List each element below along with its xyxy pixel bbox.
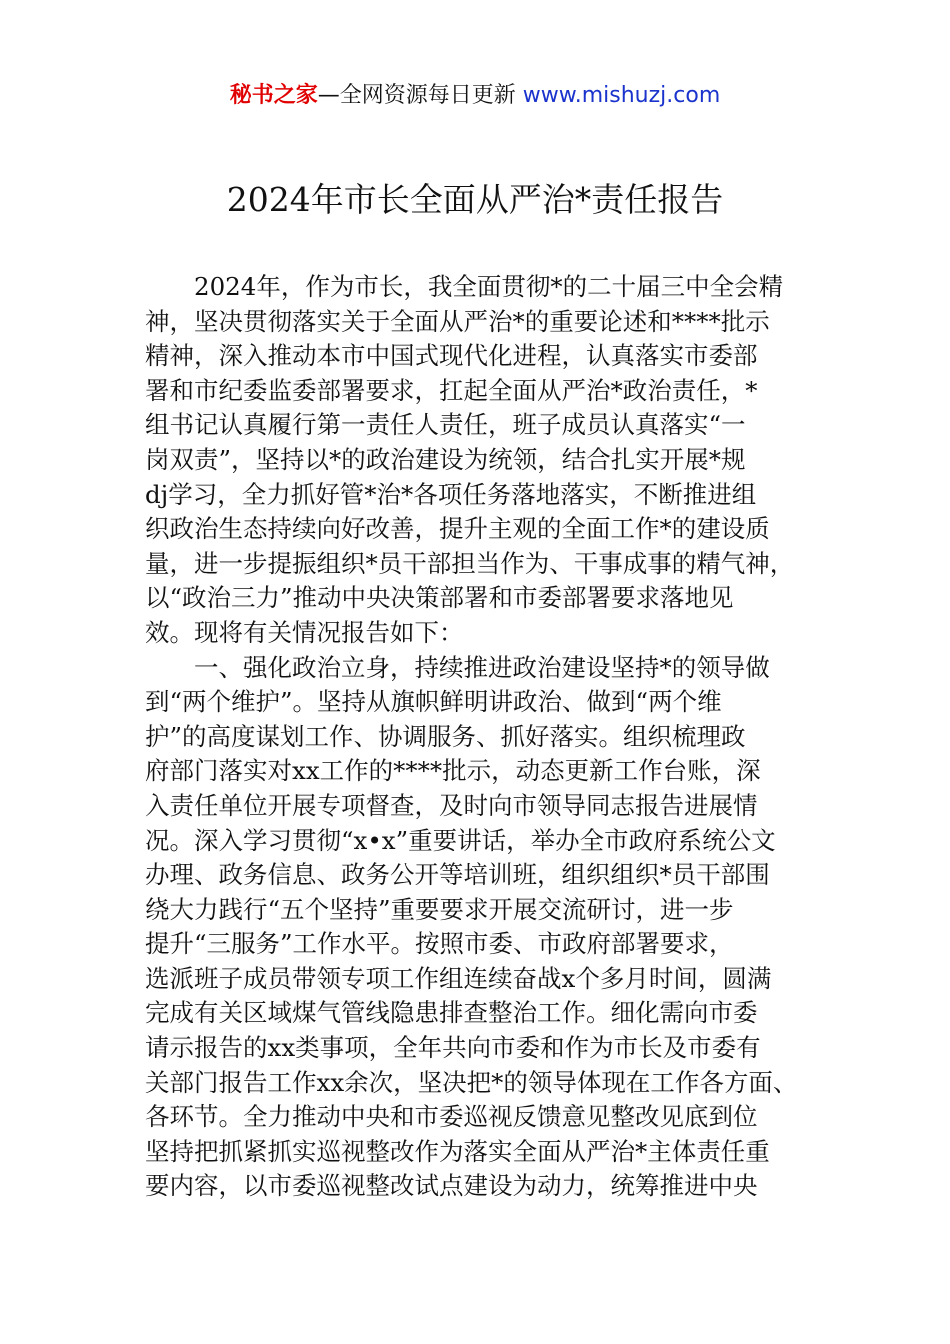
paragraph-intro bbox=[145, 270, 835, 651]
text-line: 岗双责”，坚持以*的政治建设为统领，结合扎实开展*规 bbox=[145, 444, 746, 474]
text-line: 神，坚决贯彻落实关于全面从严治*的重要论述和****批示 bbox=[145, 306, 770, 336]
text-line: 一、强化政治立身，持续推进政治建设坚持*的领导做 bbox=[194, 652, 770, 682]
site-url-link[interactable]: www.mishuzj.com bbox=[522, 83, 721, 108]
text-line: 提升“三服务”工作水平。按照市委、市政府部署要求， bbox=[145, 929, 734, 959]
text-line: 完成有关区域煤气管线隐患排查整治工作。细化需向市委 bbox=[145, 998, 758, 1028]
text-line: 选派班子成员带领专项工作组连续奋战x个多月时间，圆满 bbox=[145, 963, 772, 993]
site-tagline: —全网资源每日更新 bbox=[317, 83, 516, 108]
document-title: 2024年市长全面从严治*责任报告 bbox=[226, 180, 724, 219]
text-line: 以“政治三力”推动中央决策部署和市委部署要求落地见 bbox=[145, 583, 734, 613]
text-line: 入责任单位开展专项督查，及时向市领导同志报告进展情 bbox=[145, 790, 758, 820]
text-line: 织政治生态持续向好改善，提升主观的全面工作*的建设质 bbox=[145, 514, 770, 544]
document-body bbox=[145, 270, 835, 1204]
site-brand: 秘书之家 bbox=[229, 83, 318, 108]
text-line: 关部门报告工作xx余次，坚决把*的领导体现在工作各方面、 bbox=[145, 1067, 798, 1097]
text-line: 绕大力践行“五个坚持”重要要求开展交流研讨，进一步 bbox=[145, 894, 734, 924]
text-line: 坚持把抓紧抓实巡视整改作为落实全面从严治*主体责任重 bbox=[145, 1136, 770, 1166]
text-line: 请示报告的xx类事项，全年共向市委和作为市长及市委有 bbox=[145, 1033, 761, 1063]
text-line: 效。现将有关情况报告如下： bbox=[145, 617, 464, 647]
text-line: 精神，深入推动本市中国式现代化进程，认真落实市委部 bbox=[145, 341, 758, 371]
text-line: 要内容，以市委巡视整改试点建设为动力，统筹推进中央 bbox=[145, 1171, 758, 1201]
text-line: 到“两个维护”。坚持从旗帜鲜明讲政治、做到“两个维 bbox=[145, 687, 722, 717]
text-line: dj学习，全力抓好管*治*各项任务落地落实，不断推进组 bbox=[145, 479, 757, 509]
text-line: 量，进一步提振组织*员干部担当作为、干事成事的精气神， bbox=[145, 548, 795, 578]
text-line: 办理、政务信息、政务公开等培训班，组织组织*员干部围 bbox=[145, 860, 770, 890]
text-line: 护”的高度谋划工作、协调服务、抓好落实。组织梳理政 bbox=[145, 721, 746, 751]
text-line: 各环节。全力推动中央和市委巡视反馈意见整改见底到位 bbox=[145, 1102, 758, 1132]
text-line: 署和市纪委监委部署要求，扛起全面从严治*政治责任，* bbox=[145, 375, 758, 405]
text-line: 2024年，作为市长，我全面贯彻*的二十届三中全会精 bbox=[194, 272, 784, 301]
text-line: 组书记认真履行第一责任人责任，班子成员认真落实“一 bbox=[145, 410, 746, 440]
site-header bbox=[0, 80, 950, 112]
paragraph-section-one bbox=[145, 651, 835, 1205]
text-line: 况。深入学习贯彻“x•x”重要讲话，举办全市政府系统公文 bbox=[145, 825, 776, 855]
text-line: 府部门落实对xx工作的****批示，动态更新工作台账，深 bbox=[145, 756, 761, 786]
